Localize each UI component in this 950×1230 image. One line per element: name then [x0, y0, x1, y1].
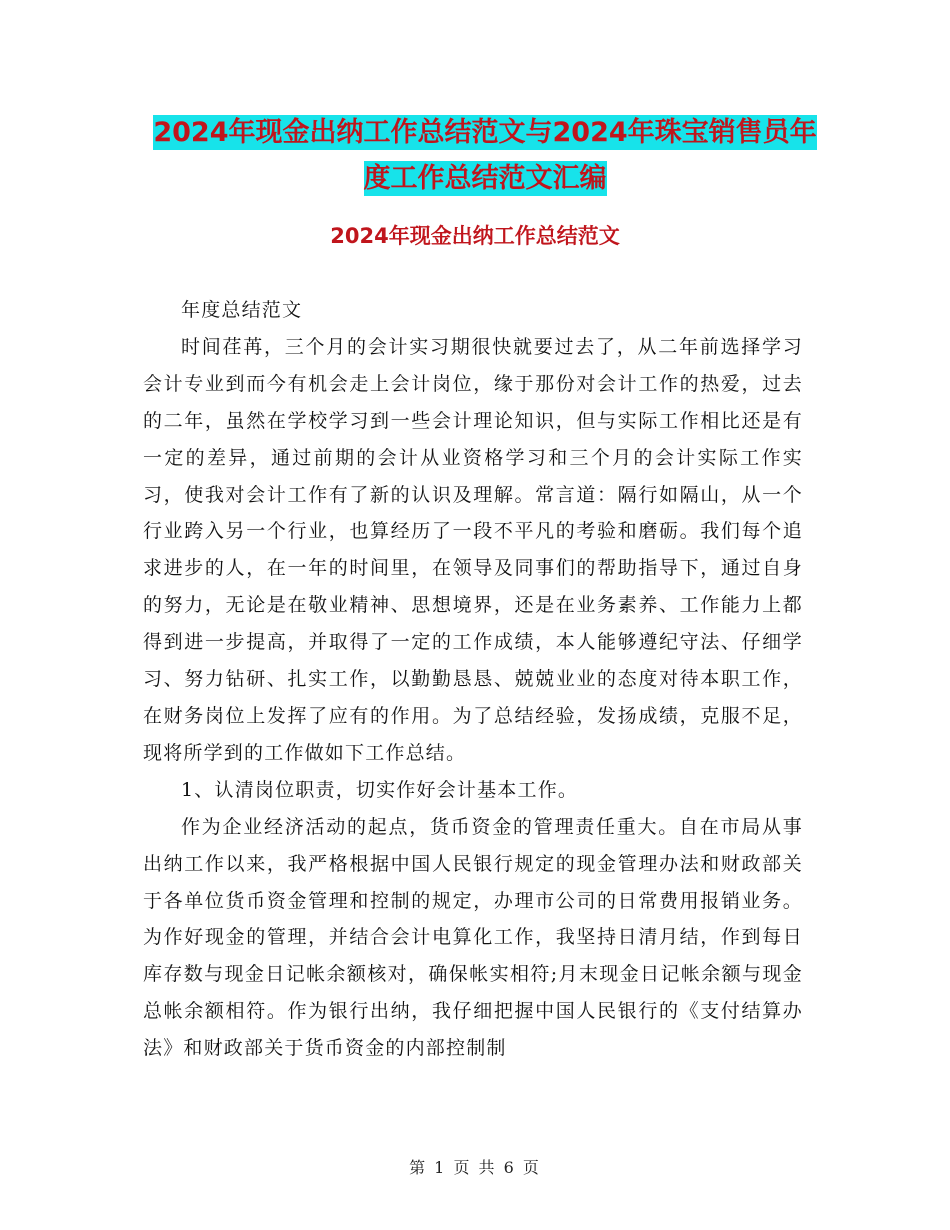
paragraph: 时间荏苒，三个月的会计实习期很快就要过去了，从二年前选择学习会计专业到而今有机会走上会计岗位，缘于那份对会计工作的热爱，过去的二年，虽然在学校学习到一些会计理论知识，但与实际工作相比还是有一定的差异，通过前期的会计从业资格学习和三个月的会计实际工作实习，使我对会计工作有了新的认识及理解。常言道：隔行如隔山，从一个行业跨入另一个行业，也算经历了一段不平凡的考验和磨砺。我们每个追求进步的人，在一年的时间里，在领导及同事们的帮助指导下，通过自身的努力，无论是在敬业精神、思想境界，还是在业务素养、工作能力上都得到进一步提高，并取得了一定的工作成绩，本人能够遵纪守法、仔细学习、努力钻研、扎实工作，以勤勤恳恳、兢兢业业的态度对待本职工作，在财务岗位上发挥了应有的作用。为了总结经验，发扬成绩，克服不足，现将所学到的工作做如下工作总结。: [143, 335, 803, 764]
document-title-line2: 度工作总结范文汇编: [363, 163, 607, 194]
document-title-line1: 2024年现金出纳工作总结范文与2024年珠宝销售员年: [153, 117, 817, 148]
section-title: 2024年现金出纳工作总结范文: [330, 224, 620, 248]
page-footer: 第 1 页 共 6 页: [409, 1158, 541, 1177]
document-title: [140, 110, 830, 202]
paragraph: 作为企业经济活动的起点，货币资金的管理责任重大。自在市局从事出纳工作以来，我严格根据中国人民银行规定的现金管理办法和财政部关于各单位货币资金管理和控制的规定，办理市公司的日常费用报销业务。为作好现金的管理，并结合会计电算化工作，我坚持日清月结，作到每日库存数与现金日记帐余额核对，确保帐实相符;月末现金日记帐余额与现金总帐余额相符。作为银行出纳，我仔细把握中国人民银行的《支付结算办法》和财政部关于货币资金的内部控制制: [143, 815, 803, 1060]
paragraph: 年度总结范文: [181, 299, 303, 321]
paragraph: 1、认清岗位职责，切实作好会计基本工作。: [181, 778, 579, 801]
body-text: [143, 292, 803, 1067]
